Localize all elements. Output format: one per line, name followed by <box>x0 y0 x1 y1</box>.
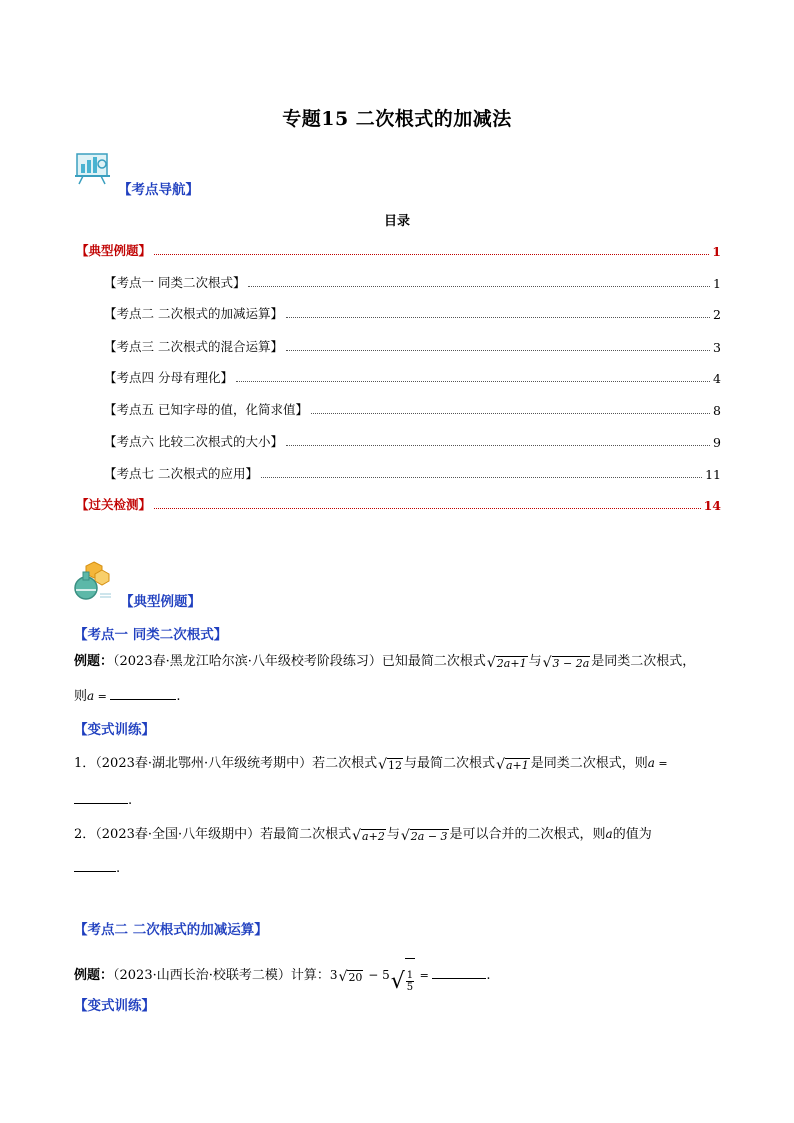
toc-title: 目录 <box>383 214 410 229</box>
kp1-variant-heading: 【变式训练】 <box>74 722 155 738</box>
period: . <box>116 861 121 876</box>
radical-expression: √ 20 <box>338 969 363 985</box>
question-text: 2．（2023春·全国·八年级期中）若最简二次根式 <box>74 827 352 842</box>
radical-expression: √ a+2 <box>352 828 385 844</box>
kp1-question-1 <box>74 754 668 773</box>
question-text: 的值为 <box>612 827 652 842</box>
kp1-example <box>74 653 695 671</box>
radical-expression: √ 2a+1 <box>486 655 527 671</box>
variable: a <box>87 689 95 703</box>
toc-leader <box>286 349 710 351</box>
toc-entry[interactable] <box>76 241 721 259</box>
radical-expression: √ 3 − 2a <box>542 655 590 671</box>
answer-blank[interactable] <box>110 686 176 700</box>
toc-entry-label: 【考点六 比较二次根式的大小】 <box>104 434 283 449</box>
kp1-heading: 【考点一 同类二次根式】 <box>74 627 228 643</box>
example-text: （2023春·黑龙江哈尔滨·八年级校考阶段练习）已知最简二次根式 <box>113 654 486 669</box>
kp1-example-line2 <box>74 686 181 706</box>
question-text: 1．（2023春·湖北鄂州·八年级统考期中）若二次根式 <box>74 756 378 771</box>
kp1-question-2-line2 <box>74 858 120 878</box>
coefficient: 3 <box>329 968 338 982</box>
toc-entry-page: 14 <box>703 498 721 513</box>
question-text: 与最简二次根式 <box>404 756 496 771</box>
equals-sign: = <box>94 690 111 703</box>
kp1-question-2 <box>74 825 652 844</box>
presentation-board-icon <box>75 152 113 186</box>
example-label: 例题： <box>74 654 114 669</box>
radical-fraction: √ $\frac{1}{5}$ <box>391 958 415 993</box>
toc-entry-page: 3 <box>713 340 721 355</box>
period: . <box>128 793 133 808</box>
radical-expression: √ a+1 <box>496 757 529 773</box>
toc-entry-label: 【考点二 二次根式的加减运算】 <box>104 306 283 321</box>
radical-expression: √ 12 <box>378 757 403 773</box>
example-label: 例题： <box>74 968 114 983</box>
period: . <box>176 689 181 704</box>
toc-entry-label: 【考点四 分母有理化】 <box>104 370 233 385</box>
toc-leader <box>286 316 710 318</box>
toc-entry-label: 【考点七 二次根式的应用】 <box>104 466 258 481</box>
toc-entry-page: 11 <box>705 467 721 482</box>
connector-text: 与 <box>528 654 542 669</box>
example-text-end: 是同类二次根式， <box>591 654 696 669</box>
kp2-variant-heading: 【变式训练】 <box>74 998 155 1014</box>
toc-leader <box>261 476 702 478</box>
toc-entry[interactable] <box>104 464 721 482</box>
minus-term: − 5 <box>364 968 390 982</box>
equals-sign: = <box>654 757 668 770</box>
section-heading-examples: 【典型例题】 <box>120 594 201 610</box>
variable: a <box>647 756 655 770</box>
toc-entry-label: 【考点一 同类二次根式】 <box>104 275 246 290</box>
toc-entry-page: 8 <box>713 403 721 418</box>
toc-entry[interactable] <box>104 400 721 418</box>
toc-entry[interactable] <box>104 368 721 386</box>
kp2-heading: 【考点二 二次根式的加减运算】 <box>74 922 268 938</box>
toc-entry-page: 1 <box>713 276 721 291</box>
toc-entry-label: 【考点三 二次根式的混合运算】 <box>104 339 283 354</box>
radical-expression: √ 2a − 3 <box>400 828 448 844</box>
toc-entry-label: 【典型例题】 <box>76 243 152 258</box>
toc-entry-label: 【考点五 已知字母的值，化简求值】 <box>104 402 308 417</box>
toc-entry-page: 9 <box>713 435 721 450</box>
toc-entry[interactable] <box>104 273 721 291</box>
nav-heading: 【考点导航】 <box>118 182 199 198</box>
variable: a <box>605 827 613 841</box>
toc-leader <box>154 253 709 255</box>
answer-blank[interactable] <box>432 965 486 979</box>
toc-entry[interactable] <box>104 337 721 355</box>
toc-leader <box>311 412 710 414</box>
flask-icon <box>72 560 112 602</box>
toc-leader <box>248 285 710 287</box>
answer-blank[interactable] <box>74 858 116 872</box>
kp1-question-1-line2 <box>74 790 132 810</box>
document-title: 专题15 二次根式的加减法 <box>282 108 512 130</box>
equals-sign: = <box>416 969 433 982</box>
toc-entry-page: 4 <box>713 371 721 386</box>
toc-entry-label: 【过关检测】 <box>76 497 152 512</box>
question-text: 是可以合并的二次根式，则 <box>449 827 606 842</box>
example-text: 则 <box>74 689 88 704</box>
answer-blank[interactable] <box>74 790 128 804</box>
toc-leader <box>236 380 710 382</box>
toc-entry[interactable] <box>76 495 721 513</box>
toc-leader <box>286 444 710 446</box>
toc-entry-page: 2 <box>713 307 721 322</box>
period: . <box>486 968 491 983</box>
toc-entry[interactable] <box>104 304 721 322</box>
toc-entry-page: 1 <box>712 244 721 259</box>
kp2-example <box>74 958 491 993</box>
question-text: 是同类二次根式，则 <box>530 756 648 771</box>
connector-text: 与 <box>386 827 400 842</box>
example-text: （2023·山西长治·校联考二模）计算： <box>113 968 330 983</box>
toc-entry[interactable] <box>104 432 721 450</box>
toc-leader <box>154 507 701 509</box>
